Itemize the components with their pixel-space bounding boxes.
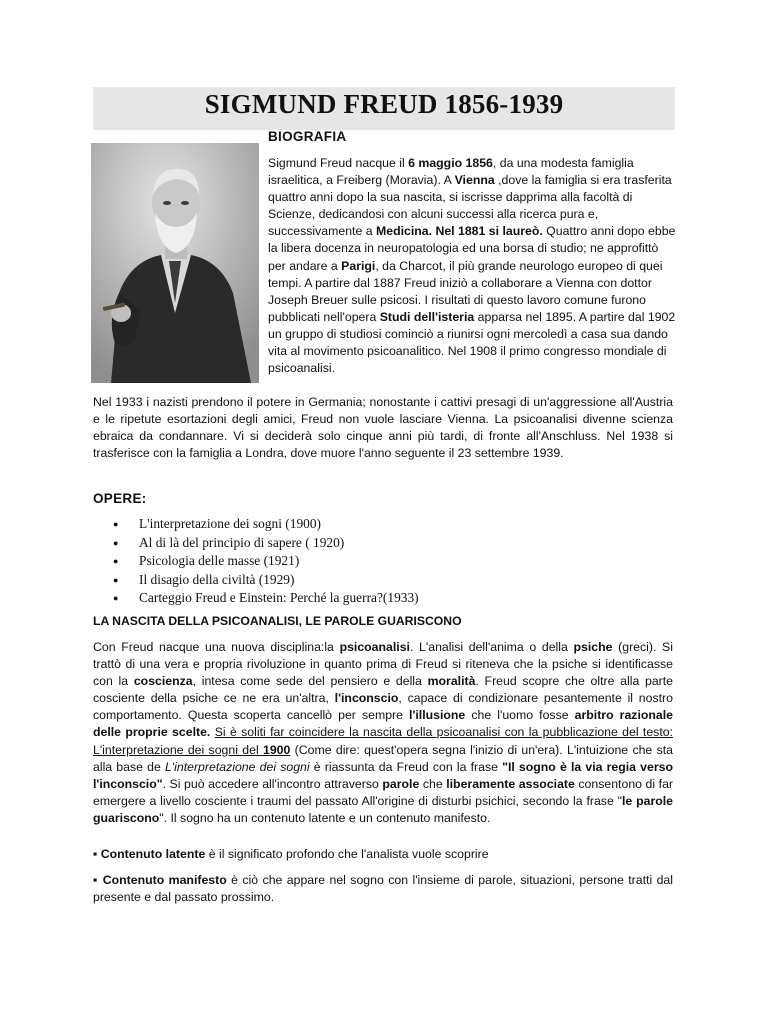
nascita-underline-bold: 1900	[262, 742, 291, 757]
square-bullet-icon: ▪	[93, 847, 101, 861]
nascita-heading: LA NASCITA DELLA PSICOANALISI, LE PAROLE GUARISCONO	[93, 614, 462, 628]
nascita-bold: arbitro razionale delle proprie scelte.	[93, 708, 673, 740]
nascita-bold: coscienza	[133, 674, 193, 689]
nascita-text: , capace di condizionare pesantemente il nostro comportamento. Questa scoperta cancellò per sempre	[93, 691, 673, 723]
bio-text-3: ,dove la famiglia si era trasferita quattro anni dopo la sua nascita, si iscrisse dapprima alla facoltà di Scienze, dedicandosi con alcuni successi alla ricerca pura e, successivamente a	[268, 173, 672, 239]
bio-text-6: apparsa nel 1895. A partire dal 1902 un gruppo di studiosi cominciò a riunirsi ogni mercoledì a casa sua dando vita al movimento psicoanalitico. Nel 1908 il primo congresso mondiale di psicoanalisi.	[268, 309, 676, 376]
latente-text: è il significato profondo che l'analista vuole scoprire	[205, 847, 489, 861]
works-list-item: ● Il disagio della civiltà (1929)	[113, 571, 419, 590]
nascita-bold: moralità	[427, 674, 476, 689]
bio-bold-3: Medicina. Nel 1881 si laureò.	[376, 224, 543, 239]
nascita-text: . Si può accedere all'incontro attraverso	[162, 776, 383, 791]
works-list-item: ● Al di là del principio di sapere ( 1920)	[113, 534, 419, 553]
portrait-photo	[91, 143, 259, 383]
nascita-bold: l'illusione	[409, 708, 466, 723]
nascita-text: . L'analisi dell'anima o della	[409, 640, 574, 654]
nascita-bold: parole	[382, 776, 420, 791]
works-list	[113, 515, 419, 608]
works-list-item: ● Psicologia delle masse (1921)	[113, 552, 419, 571]
nascita-text: ". Il sogno ha un contenuto latente e un contenuto manifesto.	[159, 810, 491, 825]
nascita-text: , intesa come sede del pensiero e della	[192, 674, 428, 689]
nascita-paragraph	[93, 639, 673, 827]
page-title: SIGMUND FREUD 1856-1939	[204, 89, 564, 119]
bio-text-5: , da Charcot, il più grande neurologo europeo di quei tempi. A partire dal 1887 Freud iniziò a collaborare a Vienna con dottor Joseph Breuer sulle psicosi. I risultati di questo lavoro comune furono pubblicati nell'opera	[268, 258, 663, 324]
manifesto-term: Contenuto manifesto	[102, 873, 227, 887]
nascita-bold: psiche	[573, 640, 613, 654]
nascita-italic: L'interpretazione dei sogni	[164, 759, 310, 774]
nascita-bold: le parole guariscono	[93, 793, 673, 825]
bio-text-2: , da una modesta famiglia israelitica, a Freiberg (Moravia). A	[268, 156, 634, 188]
nascita-text: è riassunta da Freud con la frase	[309, 759, 503, 774]
paragraph-1933: Nel 1933 i nazisti prendono il potere in Germania; nonostante i cattivi presagi di un'aggressione all'Austria e le ripetute esortazioni degli amici, Freud non vuole lasciare Vienna. La psicoanalisi divenne scienza ebraica da condannare. Vi si deciderà solo cinque anni più tardi, di fronte all'Anschluss. Nel 1938 si trasferisce con la famiglia a Londra, dove muore l'anno seguente il 23 settembre 1939.	[93, 395, 673, 461]
opere-heading: OPERE:	[93, 491, 147, 506]
title-bar	[93, 87, 675, 130]
contenuto-latente	[93, 846, 673, 863]
bio-bold-4: Parigi	[341, 258, 376, 273]
nascita-bold: liberamente associate	[446, 776, 575, 791]
nascita-text: consentono di far emergere a livello cosciente i traumi del passato All'origine di disturbi psichici, secondo la frase "	[93, 776, 674, 808]
nascita-bold: psicoanalisi	[339, 640, 410, 654]
works-list-item: ● L'interpretazione dei sogni (1900)	[113, 515, 419, 534]
nascita-underline: Si è soliti far coincidere la nascita della psicoanalisi con la pubblicazione del testo: L'interpretazione dei sogni del	[93, 725, 674, 757]
nascita-text: . Freud scopre che oltre alla parte cosciente della psiche ce ne era un'altra,	[93, 674, 674, 706]
works-list-item: ● Carteggio Freud e Einstein: Perché la guerra?(1933)	[113, 589, 419, 608]
manifesto-text: è ciò che appare nel sogno con l'insieme di parole, situazioni, persone tratti dal presente e dal passato prossimo.	[93, 873, 673, 905]
nascita-text: che	[419, 776, 447, 791]
bio-bold-1: 6 maggio 1856	[408, 156, 493, 170]
bio-bold-2: Vienna	[454, 173, 495, 188]
portrait-illustration	[91, 143, 259, 383]
biografia-heading: BIOGRAFIA	[268, 129, 347, 144]
nascita-text: Con Freud nacque una nuova disciplina:la	[93, 640, 340, 654]
latente-term: Contenuto latente	[100, 847, 206, 861]
bio-text-1: Sigmund Freud nacque il	[268, 156, 409, 170]
nascita-text: che l'uomo fosse	[465, 708, 575, 723]
bio-bold-5: Studi dell'isteria	[379, 309, 475, 324]
biografia-text	[268, 155, 678, 377]
square-bullet-icon: ▪	[93, 873, 103, 887]
bio-text-4: Quattro anni dopo ebbe la libera docenza in neuropatologia ed una borsa di studio; ne approfittò per andare a	[268, 224, 676, 273]
contenuto-manifesto	[93, 872, 673, 906]
nascita-bold: l'inconscio	[334, 691, 399, 706]
nascita-bold: "Il sogno è la via regia verso l'inconscio"	[93, 759, 673, 791]
nascita-text: (Come dire: quest'opera segna l'inizio di un'era). L'intuizione che sta alla base de	[93, 742, 673, 774]
nascita-text: (greci). Si trattò di una vera e propria rivoluzione in quanto prima di Freud si riteneva che la psiche si identificasse con la	[93, 640, 673, 689]
